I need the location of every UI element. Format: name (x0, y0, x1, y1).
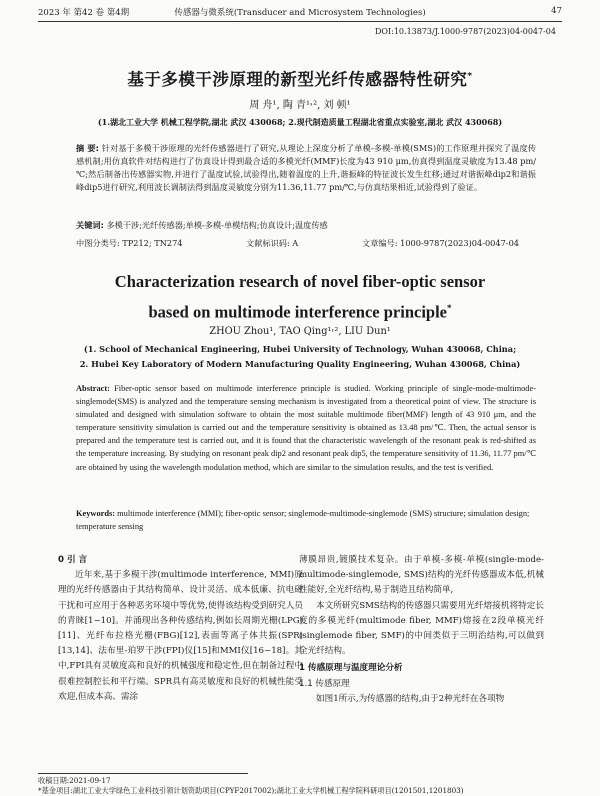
journal-name: 传感器与微系统(Transducer and Microsystem Technologies) (174, 8, 426, 18)
cn-keywords (76, 220, 536, 231)
article-number: 文章编号: 1000-9787(2023)04-0047-04 (362, 238, 519, 248)
cn-affiliation: (1.湖北工业大学 机械工程学院,湖北 武汉 430068; 2.现代制造质量工程湖北省重点实验室,湖北 武汉 430068) (97, 117, 503, 127)
en-title-line1: Characterization research of novel fiber-optic sensor (114, 272, 486, 291)
cn-title-text: 基于多模干涉原理的新型光纤传感器特性研究 (127, 70, 468, 89)
en-abstract (76, 382, 536, 474)
cn-title-mark: * (467, 71, 473, 82)
en-keywords-text: multimode interference (MMI); fiber-optic sensor; singlemode-multimode-singlemode (SMS) structure; simulation design; temperature sensing (76, 509, 530, 532)
body-column-right (299, 553, 544, 707)
clc-number: 中图分类号: TP212; TN274 (76, 238, 183, 248)
en-affiliation-2: 2. Hubei Key Laboratory of Modern Manufacturing Quality Engineering, Wuhan 430068, China) (79, 359, 521, 369)
en-affiliation-1: (1. School of Mechanical Engineering, Hubei University of Technology, Wuhan 430068, China; (83, 344, 517, 354)
body-column-left (58, 553, 303, 705)
fund-note: *基金项目:湖北工业大学绿色工业科技引领计划资助项目(CPYF2017002);湖北工业大学机械工程学院科研项目(1201501,1201803) (38, 786, 464, 795)
cn-authors: 周 舟¹, 陶 青¹˒², 刘 顿¹ (249, 100, 351, 111)
intro-paragraph: 近年来,基于多模干涉(multimode interference, MMI)原理的光纤传感器由于其结构简单、设计灵活、成本低廉、抗电磁干扰和可应用于各种恶劣环境中等优势,使得该结构受到研究人员的青睐[1~10]。并涌现出各种传感结构,例如长周期光栅(LPG)[11]、光纤布拉格光栅(FBG)[12],表面等离子体共振(SPR)[13,14]、法布里-珀罗干涉(FPI)仪[15]和MMI仪[16~18]。其中,FPI具有灵敏度高和良好的机械强度和稳定性,但在制备过程中很难控制腔长和平行端。SPR具有高灵敏度和良好的机械性能受欢迎,但成本高、需涂 (58, 570, 303, 702)
en-affiliation (0, 342, 600, 372)
en-authors: ZHOU Zhou¹, TAO Qing¹˒², LIU Dun¹ (209, 326, 391, 337)
cn-abstract (76, 142, 536, 194)
received-date: 收稿日期:2021-09-17 (38, 776, 111, 785)
running-header (38, 6, 562, 20)
cn-title (0, 66, 600, 90)
cn-keywords-label: 关键词: (76, 220, 104, 230)
en-abstract-label: Abstract: (76, 384, 110, 393)
en-title-mark: * (447, 303, 452, 313)
en-title-line2: based on multimode interference principle (148, 302, 447, 322)
footnote-rule (38, 773, 248, 774)
doi: DOI:10.13873/J.1000-9787(2023)04-0047-04 (375, 27, 556, 36)
intro-continued: 薄膜昂贵,镀膜技术复杂。由于单模-多模-单模(single-mode-multimode-singlemode, SMS)结构的光纤传感器成本低,机械性能好,全光纤结构,易于制造且结构简单, (299, 555, 544, 596)
page-number: 47 (551, 6, 562, 16)
section-1-1-title: 1.1 传感原理 (299, 678, 350, 689)
en-title-line2-wrap (0, 295, 600, 326)
cn-abstract-text: 针对基于多模干涉原理的光纤传感器进行了研究,从理论上深度分析了单模-多模-单模(SMS)的工作原理并探究了温度传感机制;用仿真软件对结构进行了仿真设计得到最合适的多模光纤(MMF)长度为43 910 μm,仿真得到温度灵敏度为13.48 pm/℃;然后制备出传感器实物,并进行了温度试验,试验得出,随着温度的上升,谐振峰的特征波长发生红移;通过对谐振峰dip2和谐振峰dip5进行研究,利用波长调制法得到温度灵敏度分别为11.36,11.77 pm/℃,与仿真结果相近,试验得到了验证。 (76, 143, 537, 192)
section-0-title: 0 引 言 (58, 555, 88, 565)
cn-abstract-label: 摘 要: (76, 143, 99, 153)
document-code: 文献标识码: A (246, 238, 299, 248)
header-rule (38, 21, 562, 22)
principle-paragraph: 如图1所示,为传感器的结构,由于2种光纤在各项物 (316, 693, 505, 704)
section-1-title: 1 传感原理与温度理论分析 (299, 663, 403, 674)
en-keywords-label: Keywords: (76, 509, 116, 518)
cn-classification (76, 238, 536, 250)
en-keywords (76, 507, 536, 533)
cn-keywords-text: 多模干涉;光纤传感器;单模-多模-单模结构;仿真设计;温度传感 (106, 220, 328, 230)
en-title (0, 268, 600, 326)
en-abstract-text: Fiber-optic sensor based on multimode interference principle is studied. Working principle of single-mode-multimode-singlemode(SMS) is analyzed and the temperature sensing mechanism is investigated from a theoretical point of view. The structure is simulated and designed with simulation software to obtain the most suitable multimode fiber(MMF) length of 43 910 μm, and the temperature sensitivity simulation is carried out and the temperature sensitivity is obtained as 13.48 pm/℃. Then, the actual sensor is prepared and the temperature test is carried out, and it is found that the characteristic wavelength of the resonant peak is red-shifted as the temperature increasing. By studying on resonant peak dip2 and resonant peak dip5, the temperature sensitivity of 11.36, 11.77 pm/℃ are obtained by using the wavelength modulation method, which are similar to the simulation results, and the test is verified. (76, 384, 537, 472)
sms-paragraph: 本文所研究SMS结构的传感器只需要用光纤熔接机将特定长度的多模光纤(multimode fiber, MMF)熔接在2段单模光纤(singlemode fiber, SMF)的中间类似于三明治结构,可以做到全光纤结构。 (299, 600, 544, 657)
journal-issue: 2023 年 第42 卷 第4期 (38, 8, 130, 18)
